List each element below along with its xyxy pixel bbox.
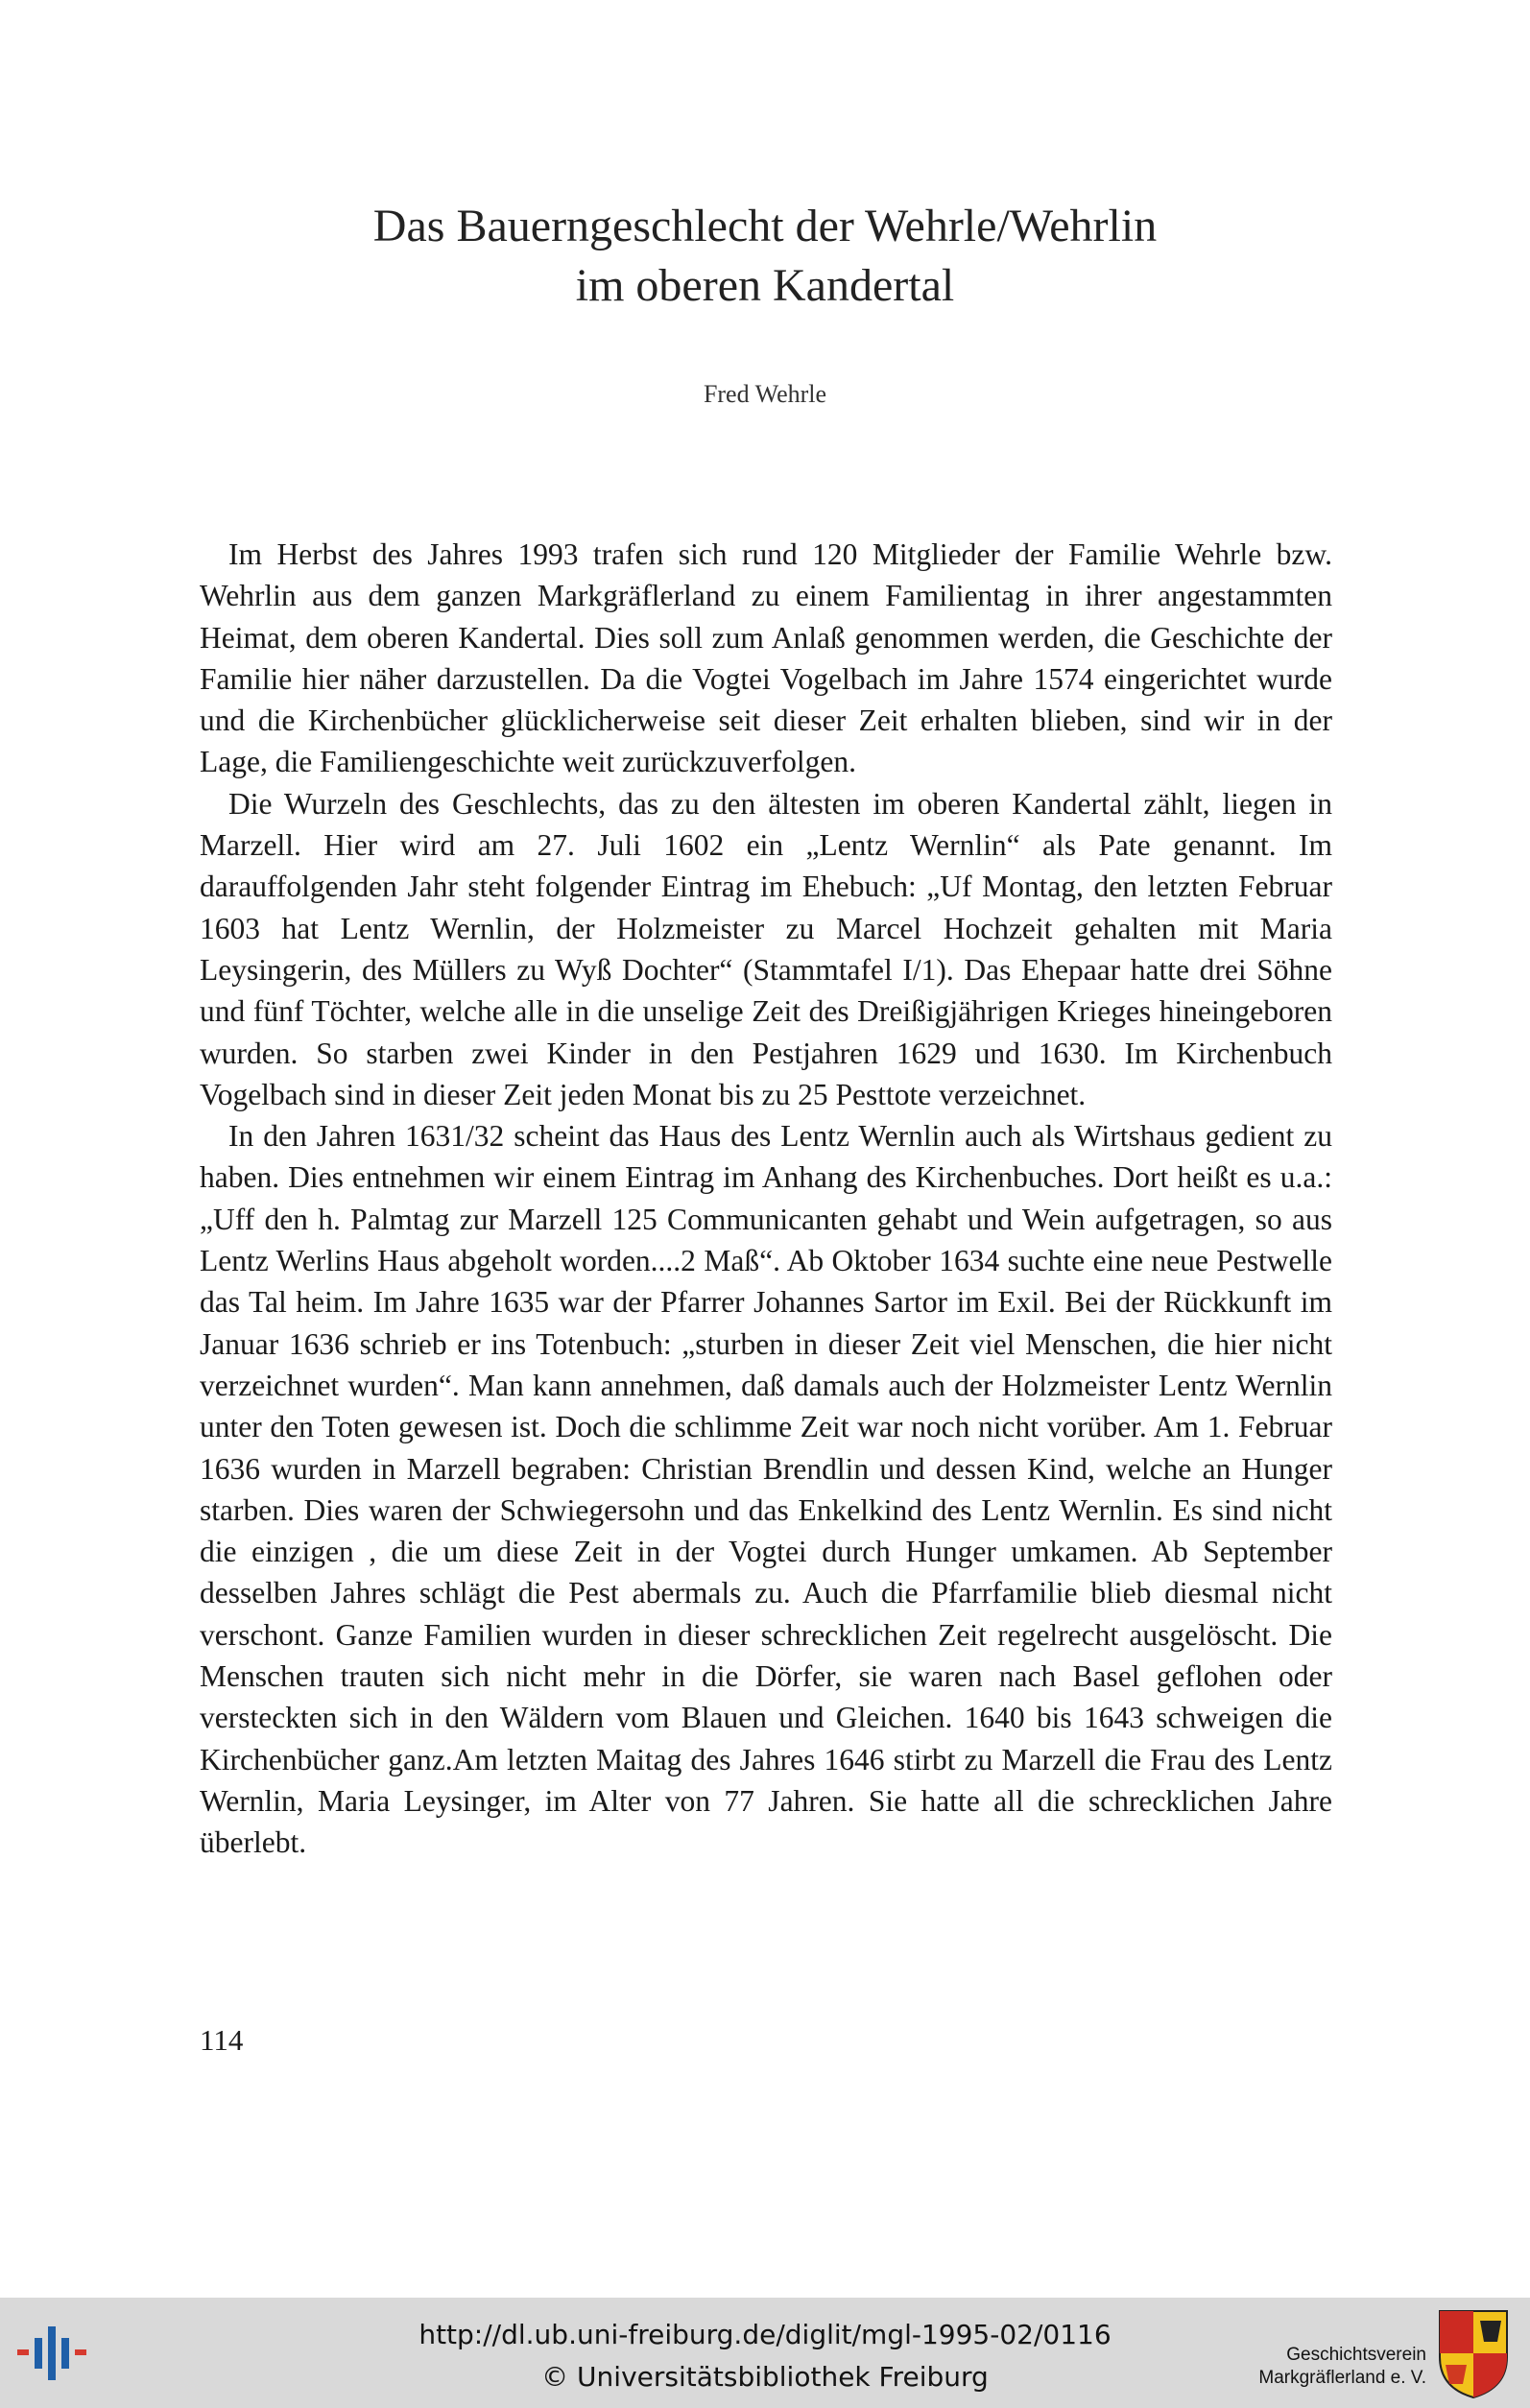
- society-name-line-2: Markgräflerland e. V.: [1258, 2368, 1426, 2388]
- article-title-line-2: im oberen Kandertal: [575, 260, 955, 311]
- paragraph: Die Wurzeln des Geschlechts, das zu den ältesten im oberen Kandertal zählt, liegen in Marzell. Hier wird am 27. Juli 1602 ein „Lentz Wernlin“ als Pate genannt. Im darauffolgenden Jahr steht folgender Eintrag im Ehebuch: „Uf Montag, den letzten Februar 1603 hat Lentz Wernlin, der Holzmeister zu Marcel Hochzeit gehalten mit Maria Leysingerin, des Müllers zu Wyß Dochter“ (Stammtafel I/1). Das Ehepaar hatte drei Söhne und fünf Töchter, welche alle in die unselige Zeit des Dreißigjährigen Krieges hineingeboren wurden. So starben zwei Kinder in den Pestjahren 1629 und 1630. Im Kirchenbuch Vogelbach sind in dieser Zeit jeden Monat bis zu 25 Pesttote verzeichnet.: [200, 786, 1332, 1111]
- article-author: Fred Wehrle: [703, 380, 827, 408]
- coat-of-arms-icon: [1436, 2307, 1511, 2399]
- article-title-line-1: Das Bauerngeschlecht der Wehrle/Wehrlin: [372, 201, 1158, 251]
- footer-bar: [0, 2298, 1530, 2408]
- copyright-notice: © Universitätsbibliothek Freiburg: [541, 2361, 989, 2393]
- source-url-link[interactable]: http://dl.ub.uni-freiburg.de/diglit/mgl-1995-02/0116: [418, 2319, 1112, 2350]
- article-body: [200, 534, 1332, 1864]
- paragraph: In den Jahren 1631/32 scheint das Haus des Lentz Wernlin auch als Wirtshaus gedient zu haben. Dies entnehmen wir einem Eintrag im Anhang des Kirchenbuches. Dort heißt es u.a.: „Uff den h. Palmtag zur Marzell 125 Communicanten gehabt und Wein aufgetragen, so aus Lentz Werlins Haus abgeholt worden....2 Maß“. Ab Oktober 1634 suchte eine neue Pestwelle das Tal heim. Im Jahre 1635 war der Pfarrer Johannes Sartor im Exil. Bei der Rückkunft im Januar 1636 schrieb er ins Totenbuch: „sturben in dieser Zeit viel Menschen, die hier nicht verzeichnet wurden“. Man kann annehmen, daß damals auch der Holzmeister Lentz Wernlin unter den Toten gewesen ist. Doch die schlimme Zeit war noch nicht vorüber. Am 1. Februar 1636 wurden in Marzell begraben: Christian Brendlin und dessen Kind, welche an Hunger starben. Dies waren der Schwiegersohn und das Enkelkind des Lentz Wernlin. Es sind nicht die einzigen , die um diese Zeit in der Vogtei durch Hunger umkamen. Ab September desselben Jahres schlägt die Pest abermals zu. Auch die Pfarrfamilie blieb diesmal nicht verschont. Ganze Familien wurden in dieser schrecklichen Zeit regelrecht ausgelöscht. Die Menschen trauten sich nicht mehr in die Dörfer, sie waren nach Basel geflohen oder versteckten sich in den Wäldern vom Blauen und Gleichen. 1640 bis 1643 schweigen die Kirchenbücher ganz.Am letzten Maitag des Jahres 1646 stirbt zu Marzell die Frau des Lentz Wernlin, Maria Leysinger, im Alter von 77 Jahren. Sie hatte all die schrecklichen Jahre überlebt.: [200, 1119, 1332, 1860]
- society-name-line-1: Geschichtsverein: [1286, 2345, 1426, 2365]
- paragraph: Im Herbst des Jahres 1993 trafen sich rund 120 Mitglieder der Familie Wehrle bzw. Wehrlin aus dem ganzen Markgräflerland zu einem Familientag in ihrer angestammten Heimat, dem oberen Kandertal. Dies soll zum Anlaß genommen werden, die Geschichte der Familie hier näher darzustellen. Da die Vogtei Vogelbach im Jahre 1574 eingerichtet wurde und die Kirchenbücher glücklicherweise seit dieser Zeit erhalten blieben, sind wir in der Lage, die Familiengeschichte weit zurückzuverfolgen.: [200, 537, 1332, 779]
- article-title: [0, 197, 1530, 316]
- society-name: [1258, 2344, 1426, 2390]
- page-number: 114: [200, 2023, 244, 2057]
